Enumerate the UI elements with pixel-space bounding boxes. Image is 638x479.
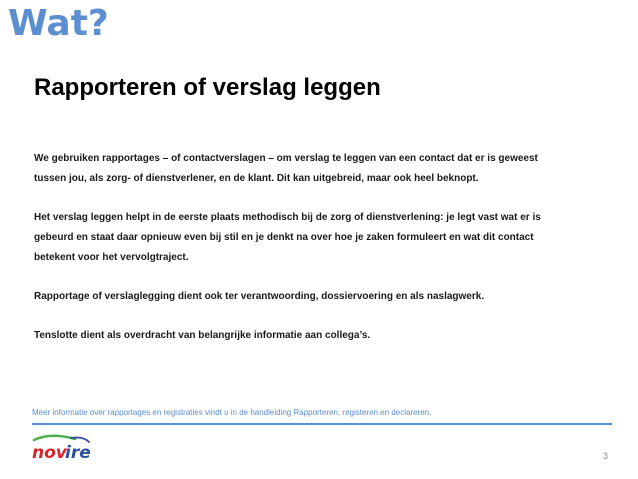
body-text: [34, 149, 614, 346]
paragraph-method: Het verslag leggen helpt in de eerste plaats methodisch bij de zorg of dienstverlening: je legt vast wat er is gebeurd en staat daar opnieuw even bij stil en je denkt na over hoe je zaken formuleert en wat dit contact betekent voor het vervolgtraject.: [34, 212, 541, 263]
page-number: 3: [602, 451, 608, 461]
svg-text:nov: nov: [32, 443, 67, 463]
svg-text:ire: ire: [65, 443, 91, 463]
paragraph-handover: Tenslotte dient als overdracht van belangrijke informatie aan collega’s.: [34, 330, 371, 341]
footer-divider: [32, 423, 612, 425]
footer-note: Meer informatie over rapportages en registraties vindt u in de handleiding Rapporteren, registeren en declareren.: [32, 408, 432, 417]
slide-title: Wat?: [8, 3, 109, 44]
paragraph-intro: We gebruiken rapportages – of contactverslagen – om verslag te leggen van een contact dat er is geweest tussen jou, als zorg- of dienstverlener, en de klant. Dit kan uitgebreid, maar ook heel beknopt.: [34, 153, 538, 184]
paragraph-accountability: Rapportage of verslaglegging dient ook ter verantwoording, dossiervoering en als naslagwerk.: [34, 291, 485, 302]
section-heading: Rapporteren of verslag leggen: [34, 74, 381, 101]
novire-logo: [31, 433, 97, 463]
